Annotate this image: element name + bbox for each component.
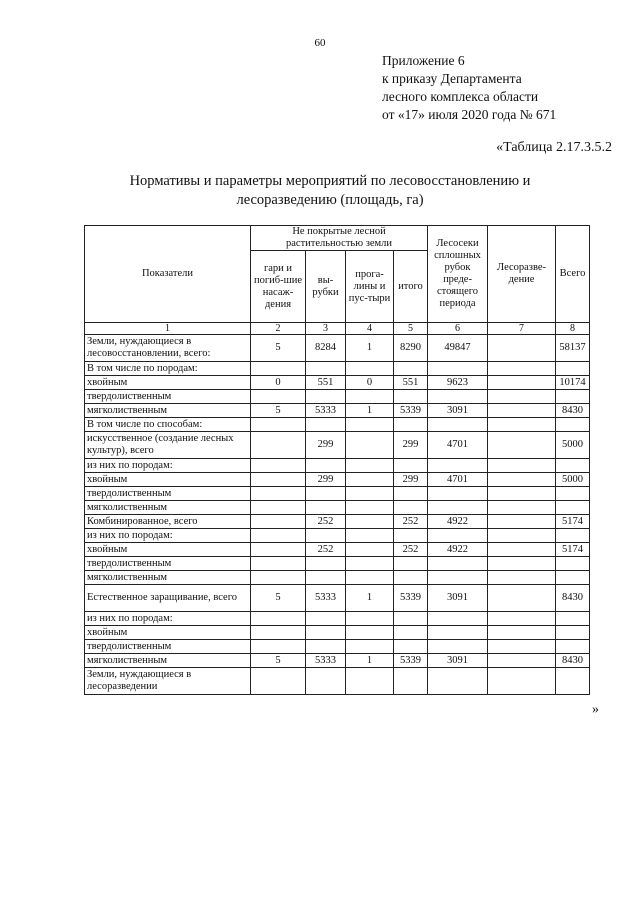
header-indicator: Показатели	[85, 226, 251, 323]
table-row	[85, 473, 590, 487]
header-afforestation: Лесоразве-дение	[488, 226, 556, 323]
table-cell: 5333	[306, 404, 346, 418]
table-cell	[428, 487, 488, 501]
table-cell	[488, 473, 556, 487]
table-cell: 4922	[428, 543, 488, 557]
table-cell: 1	[346, 335, 394, 362]
table-cell: 5174	[556, 515, 590, 529]
table-cell	[306, 390, 346, 404]
table-cell: 5	[251, 654, 306, 668]
page-number: 60	[314, 37, 326, 49]
table-cell: 0	[346, 376, 394, 390]
table-row	[85, 459, 590, 473]
column-number: 7	[488, 323, 556, 335]
table-cell	[488, 376, 556, 390]
header-burned: гари и погиб-шие насаж-дения	[251, 251, 306, 323]
table-cell	[346, 612, 394, 626]
table-cell: 299	[394, 432, 428, 459]
table-cell: 299	[394, 473, 428, 487]
row-label: твердолиственным	[85, 390, 251, 404]
row-label: из них по породам:	[85, 612, 251, 626]
table-cell: 5333	[306, 654, 346, 668]
table-row	[85, 654, 590, 668]
table-cell	[488, 668, 556, 695]
table-cell	[306, 418, 346, 432]
table-cell	[251, 473, 306, 487]
table-row	[85, 515, 590, 529]
table-cell	[306, 529, 346, 543]
row-label: хвойным	[85, 473, 251, 487]
table-row	[85, 487, 590, 501]
table-cell: 1	[346, 585, 394, 612]
table-cell	[346, 362, 394, 376]
table-cell: 5000	[556, 473, 590, 487]
table-cell: 252	[306, 543, 346, 557]
row-label: В том числе по породам:	[85, 362, 251, 376]
table-cell	[428, 612, 488, 626]
table-cell	[251, 390, 306, 404]
row-label: твердолиственным	[85, 640, 251, 654]
table-cell	[346, 571, 394, 585]
table-cell	[488, 487, 556, 501]
row-label: хвойным	[85, 376, 251, 390]
table-cell: 58137	[556, 335, 590, 362]
table-cell	[306, 362, 346, 376]
table-cell	[394, 529, 428, 543]
table-cell	[488, 571, 556, 585]
document-title	[90, 172, 570, 210]
table-cell	[346, 487, 394, 501]
row-label: Земли, нуждающиеся в лесоразведении	[85, 668, 251, 695]
table-cell: 4922	[428, 515, 488, 529]
closing-quote: »	[592, 702, 599, 717]
column-number: 6	[428, 323, 488, 335]
table-cell	[251, 640, 306, 654]
title-line: лесоразведению (площадь, га)	[236, 192, 424, 208]
table-row	[85, 543, 590, 557]
table-cell: 299	[306, 432, 346, 459]
table-cell	[251, 432, 306, 459]
table-cell: 8284	[306, 335, 346, 362]
table-cell	[394, 571, 428, 585]
table-cell	[251, 571, 306, 585]
table-cell: 5	[251, 585, 306, 612]
table-cell	[394, 612, 428, 626]
appendix-line: к приказу Департамента	[382, 71, 522, 86]
table-cell: 551	[394, 376, 428, 390]
table-cell	[428, 501, 488, 515]
table-cell: 3091	[428, 654, 488, 668]
table-cell	[346, 668, 394, 695]
table-cell: 8430	[556, 585, 590, 612]
table-row	[85, 376, 590, 390]
table-cell	[251, 543, 306, 557]
row-label: твердолиственным	[85, 487, 251, 501]
table-cell	[394, 459, 428, 473]
table-cell	[428, 418, 488, 432]
column-number: 2	[251, 323, 306, 335]
table-cell: 5339	[394, 404, 428, 418]
header-cutovers: вы-рубки	[306, 251, 346, 323]
header-total: Всего	[556, 226, 590, 323]
table-cell: 252	[394, 543, 428, 557]
table-cell	[306, 459, 346, 473]
column-number-row	[85, 323, 590, 335]
table-cell	[556, 529, 590, 543]
table-cell	[488, 335, 556, 362]
table-cell: 10174	[556, 376, 590, 390]
table-cell: 3091	[428, 585, 488, 612]
table-cell	[428, 529, 488, 543]
appendix-header	[382, 52, 556, 124]
table-cell	[488, 418, 556, 432]
table-cell	[346, 557, 394, 571]
table-row	[85, 529, 590, 543]
table-cell: 3091	[428, 404, 488, 418]
table-cell	[488, 459, 556, 473]
table-cell	[306, 626, 346, 640]
row-label: Земли, нуждающиеся в лесовосстановлении, всего:	[85, 335, 251, 362]
table-cell	[306, 612, 346, 626]
table-cell	[251, 529, 306, 543]
table-cell	[251, 612, 306, 626]
table-cell	[488, 557, 556, 571]
table-cell	[428, 390, 488, 404]
table-cell	[556, 640, 590, 654]
table-cell	[251, 668, 306, 695]
table-cell	[346, 501, 394, 515]
table-cell	[394, 390, 428, 404]
table-cell: 4701	[428, 432, 488, 459]
table-cell: 49847	[428, 335, 488, 362]
row-label: мягколиственным	[85, 654, 251, 668]
table-cell: 5	[251, 404, 306, 418]
table-row	[85, 418, 590, 432]
appendix-line: лесного комплекса области	[382, 89, 539, 104]
table-row	[85, 432, 590, 459]
table-cell	[394, 501, 428, 515]
table-cell	[251, 626, 306, 640]
table-cell	[346, 515, 394, 529]
table-row	[85, 668, 590, 695]
row-label: мягколиственным	[85, 501, 251, 515]
column-number: 5	[394, 323, 428, 335]
table-cell	[488, 543, 556, 557]
column-number: 8	[556, 323, 590, 335]
table-cell: 4701	[428, 473, 488, 487]
row-label: мягколиственным	[85, 404, 251, 418]
table-cell	[394, 362, 428, 376]
header-not-covered: Не покрытые лесной растительностью земли	[251, 226, 428, 251]
row-label: искусственное (создание лесных культур), всего	[85, 432, 251, 459]
table-row	[85, 390, 590, 404]
title-line: Нормативы и параметры мероприятий по лесовосстановлению и	[129, 173, 531, 189]
table-cell: 9623	[428, 376, 488, 390]
table-cell	[346, 626, 394, 640]
table-cell	[556, 612, 590, 626]
table-cell	[488, 612, 556, 626]
table-cell	[251, 362, 306, 376]
row-label: хвойным	[85, 543, 251, 557]
table-row	[85, 626, 590, 640]
table-cell	[346, 640, 394, 654]
table-cell	[488, 501, 556, 515]
row-label: хвойным	[85, 626, 251, 640]
table-cell	[428, 640, 488, 654]
appendix-line: от «17» июля 2020 года № 671	[382, 107, 557, 122]
table-cell	[394, 487, 428, 501]
table-row	[85, 612, 590, 626]
table-cell	[428, 362, 488, 376]
table-cell	[556, 557, 590, 571]
table-cell	[488, 529, 556, 543]
table-cell: 5174	[556, 543, 590, 557]
table-cell: 8430	[556, 654, 590, 668]
table-cell	[556, 668, 590, 695]
table-cell	[346, 459, 394, 473]
table-cell	[488, 654, 556, 668]
row-label: из них по породам:	[85, 529, 251, 543]
table-cell	[306, 487, 346, 501]
header-total-not-covered: итого	[394, 251, 428, 323]
table-cell	[556, 459, 590, 473]
table-cell: 8430	[556, 404, 590, 418]
table-cell	[394, 626, 428, 640]
table-cell	[394, 668, 428, 695]
table-cell	[488, 640, 556, 654]
table-cell	[556, 390, 590, 404]
table-cell	[306, 640, 346, 654]
table-cell	[556, 362, 590, 376]
table-cell	[428, 571, 488, 585]
column-number: 1	[85, 323, 251, 335]
table-cell	[346, 432, 394, 459]
table-cell: 551	[306, 376, 346, 390]
table-body	[85, 335, 590, 695]
row-label: Комбинированное, всего	[85, 515, 251, 529]
table-reference: «Таблица 2.17.3.5.2	[496, 140, 612, 155]
table-cell	[306, 668, 346, 695]
table-cell	[488, 390, 556, 404]
table-cell: 5339	[394, 654, 428, 668]
table-cell	[346, 529, 394, 543]
row-label: из них по породам:	[85, 459, 251, 473]
table-row	[85, 501, 590, 515]
table-cell	[306, 501, 346, 515]
table-cell	[251, 459, 306, 473]
table-cell	[346, 473, 394, 487]
table-cell	[488, 585, 556, 612]
table-cell	[556, 487, 590, 501]
table-cell: 299	[306, 473, 346, 487]
table-cell: 0	[251, 376, 306, 390]
table-row	[85, 557, 590, 571]
table-cell	[488, 404, 556, 418]
table-cell	[346, 418, 394, 432]
table-row	[85, 640, 590, 654]
table-cell: 5333	[306, 585, 346, 612]
table-row	[85, 404, 590, 418]
row-label: Естественное заращивание, всего	[85, 585, 251, 612]
table-row	[85, 335, 590, 362]
table-cell: 5000	[556, 432, 590, 459]
table-cell	[556, 418, 590, 432]
table-cell	[251, 501, 306, 515]
table-cell	[488, 432, 556, 459]
table-cell	[251, 418, 306, 432]
norms-table	[84, 225, 590, 695]
table-cell	[488, 515, 556, 529]
table-cell	[394, 640, 428, 654]
table-cell	[428, 626, 488, 640]
table-cell	[556, 501, 590, 515]
table-row	[85, 362, 590, 376]
table-cell	[488, 362, 556, 376]
table-cell	[488, 626, 556, 640]
row-label: мягколиственным	[85, 571, 251, 585]
table-row	[85, 571, 590, 585]
table-cell	[251, 515, 306, 529]
column-number: 3	[306, 323, 346, 335]
table-cell	[394, 418, 428, 432]
table-cell: 8290	[394, 335, 428, 362]
header-clearcuts: Лесосеки сплошных рубок преде-стоящего периода	[428, 226, 488, 323]
table-cell	[251, 487, 306, 501]
table-cell	[306, 557, 346, 571]
table-cell: 1	[346, 654, 394, 668]
table-row	[85, 585, 590, 612]
table-cell	[306, 571, 346, 585]
table-cell: 252	[306, 515, 346, 529]
column-number: 4	[346, 323, 394, 335]
table-cell	[346, 390, 394, 404]
row-label: твердолиственным	[85, 557, 251, 571]
table-cell: 1	[346, 404, 394, 418]
table-cell	[428, 668, 488, 695]
table-cell: 5	[251, 335, 306, 362]
appendix-line: Приложение 6	[382, 53, 465, 68]
table-cell	[394, 557, 428, 571]
table-cell: 5339	[394, 585, 428, 612]
table-cell	[556, 626, 590, 640]
table-cell	[556, 571, 590, 585]
table-cell	[251, 557, 306, 571]
row-label: В том числе по способам:	[85, 418, 251, 432]
table-cell: 252	[394, 515, 428, 529]
table-cell	[428, 557, 488, 571]
table-cell	[346, 543, 394, 557]
table-cell	[428, 459, 488, 473]
header-glades: прога-лины и пус-тыри	[346, 251, 394, 323]
